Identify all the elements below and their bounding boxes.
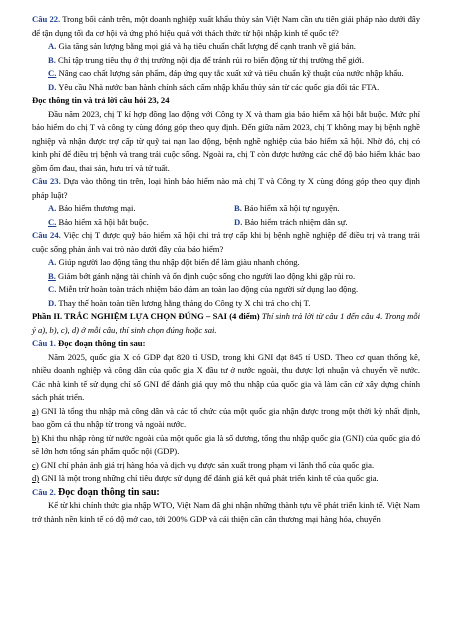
- option-c: [32, 283, 420, 297]
- option-text: Yêu cầu Nhà nước ban hành chính sách cấm nhập khẩu thủy sản từ các quốc gia đối tác FTA.: [58, 81, 380, 92]
- option-d: [32, 81, 420, 95]
- c1-item-a: [32, 405, 420, 432]
- option-a: [32, 40, 420, 54]
- question-stem: Trong bối cảnh trên, một doanh nghiệp xuất khẩu thủy sản Việt Nam cần ưu tiên giải pháp nào dưới đây để tận dụng tối đa cơ hội và ứng phó hiệu quả với thách thức từ hội nhập kinh tế quốc tế?: [32, 14, 420, 38]
- option-text: Gia tăng sản lượng bằng mọi giá và hạ tiêu chuẩn chất lượng để cạnh tranh về giá bán.: [58, 41, 356, 51]
- question-label: Câu 24.: [32, 230, 61, 240]
- item-text: Khi thu nhập ròng từ nước ngoài của một quốc gia là số dương, tổng thu nhập quốc gia (GNI) của quốc gia đó sẽ lớn hơn tổng sản phẩm quốc nội (GDP).: [32, 432, 420, 456]
- c2-text: Kể từ khi chính thức gia nhập WTO, Việt Nam đã ghi nhận những thành tựu về phát triển kinh tế. Việt Nam trở thành nền kinh tế có độ mở cao, tới 200% GDP và cải thiện căn cân thương mại hàng hóa, chuyển: [32, 500, 420, 524]
- item-key: c): [32, 459, 39, 470]
- option-text: Bảo hiểm xã hội bắt buộc.: [58, 216, 149, 227]
- option-key: A.: [48, 257, 57, 267]
- option-b-correct: [32, 270, 420, 284]
- option-text: Miễn trừ hoàn toàn trách nhiệm bảo đảm an toàn lao động của người sử dụng lao động.: [58, 284, 359, 294]
- item-key: d): [32, 473, 40, 483]
- question-label: Câu 22.: [32, 14, 61, 24]
- part2-header: [32, 310, 420, 337]
- question-stem: Việc chị T được quỹ bảo hiểm xã hội chi trả trợ cấp khi bị bệnh nghề nghiệp để điều trị và trang trải cuộc sống phản ánh vai trò nào dưới đây của bảo hiểm?: [32, 230, 420, 254]
- option-d: [234, 216, 420, 230]
- option-key: B.: [234, 203, 242, 213]
- c1-item-d: [32, 472, 420, 486]
- option-key: A.: [48, 203, 57, 213]
- question-label: Câu 1.: [32, 338, 56, 348]
- item-key: a): [32, 405, 39, 416]
- option-key: D.: [48, 297, 57, 308]
- passage-text: Đầu năm 2023, chị T kí hợp đồng lao động với Công ty X và tham gia bảo hiểm xã hội bắt buộc. Mức phí bảo hiểm do chị T và công ty cùng đóng góp theo quy định. Đến giữa năm 2023, chị T không may bị bệnh nghề nghiệp và nhận được trợ cấp từ quỹ tai nạn lao động, bệnh nghề nghiệp của bảo hiểm xã hội. Nhờ đó, chị có kinh phí để điều trị bệnh và trang trải cuộc sống. Ngoài ra, chị T còn được hưởng các chế độ bảo hiểm khác bao gồm ốm đau, thai sản, hưu trí và tử tuất.: [32, 108, 420, 173]
- option-text: Bảo hiểm xã hội tự nguyện.: [244, 203, 340, 213]
- option-text: Giúp người lao động tăng thu nhập đột biến để làm giàu nhanh chóng.: [58, 257, 300, 267]
- option-key: A.: [48, 41, 57, 51]
- question-22: [32, 13, 420, 40]
- question-23: [32, 175, 420, 202]
- option-d: [32, 297, 420, 311]
- question-stem: Dựa vào thông tin trên, loại hình bảo hiểm nào mà chị T và Công ty X cùng đóng góp theo quy định pháp luật?: [32, 176, 420, 200]
- option-key: B.: [48, 54, 56, 65]
- options-row: [32, 202, 420, 216]
- option-a: [48, 202, 234, 216]
- question-24: [32, 229, 420, 256]
- option-text: Nâng cao chất lượng sản phẩm, đáp ứng quy tắc xuất xứ và tiêu chuẩn kỹ thuật của nước nhập khẩu.: [58, 68, 404, 78]
- option-text: Bảo hiểm trách nhiệm dân sự.: [244, 216, 348, 227]
- c1-item-b: [32, 432, 420, 459]
- option-key: C.: [48, 216, 57, 227]
- options-row: [32, 216, 420, 230]
- question-heading: Đọc đoạn thông tin sau:: [58, 486, 160, 498]
- option-b: [234, 202, 420, 216]
- option-key: C.: [48, 284, 57, 294]
- option-a: [32, 256, 420, 270]
- option-text: Bảo hiểm thương mại.: [58, 203, 136, 213]
- item-text: GNI chỉ phản ánh giá trị hàng hóa và dịch vụ được sản xuất trong phạm vi lãnh thổ của quốc gia.: [40, 459, 375, 470]
- question-label: Câu 23.: [32, 176, 61, 186]
- option-text: Thay thế hoàn toàn tiền lương hằng tháng do Công ty X chi trả cho chị T.: [58, 297, 311, 308]
- option-key: C.: [48, 68, 57, 78]
- part2-instruction: Thí sinh trả lời từ câu 1 đến câu 4. Trong mỗi ý a), b), c), d) ở mỗi câu, thí sinh chọn đúng hoặc sai.: [32, 311, 421, 335]
- c1-item-c: [32, 459, 420, 473]
- c2-heading: [32, 486, 420, 500]
- option-key: B.: [48, 270, 56, 281]
- item-key: b): [32, 432, 40, 443]
- option-key: D.: [48, 81, 57, 92]
- document-page: [32, 13, 420, 526]
- c1-text: Năm 2025, quốc gia X có GDP đạt 820 tỉ USD, trong khi GNI đạt 845 tỉ USD. Theo cơ quan thống kê, nhiều doanh nghiệp và công dân của quốc gia X đầu tư ở nước ngoài, thu được lợi nhuận và chuyển về nước. Các nhà kinh tế sử dụng chỉ số GNI để đánh giá quy mô thu nhập của quốc gia và làm căn cứ xây dựng chính sách phát triển.: [32, 351, 420, 402]
- option-text: Giảm bớt gánh nặng tài chính và ổn định cuộc sống cho người lao động khi gặp rủi ro.: [58, 270, 356, 281]
- item-text: GNI là một trong những chỉ tiêu được sử dụng để đánh giá kết quả phát triển kinh tế của quốc gia.: [41, 473, 379, 483]
- option-c-correct: [48, 216, 234, 230]
- item-text: GNI là tổng thu nhập mà công dân và các tổ chức của một quốc gia nhận được trong một thời kỳ nhất định, bao gồm cả thu nhập từ trong và ngoài nước.: [32, 405, 421, 429]
- passage-heading: Đọc thông tin và trả lời câu hỏi 23, 24: [32, 95, 170, 105]
- question-heading: Đọc đoạn thông tin sau:: [58, 338, 146, 348]
- option-b: [32, 54, 420, 68]
- option-text: Chỉ tập trung tiêu thụ ở thị trường nội địa để tránh rủi ro biến động từ thị trường thế giới.: [58, 54, 364, 65]
- part2-title: Phần II. TRẮC NGHIỆM LỰA CHỌN ĐÚNG – SAI (4 điểm): [32, 311, 260, 321]
- question-label: Câu 2.: [32, 486, 56, 497]
- c1-heading: [32, 337, 420, 351]
- option-c-correct: [32, 67, 420, 81]
- option-key: D.: [234, 216, 243, 227]
